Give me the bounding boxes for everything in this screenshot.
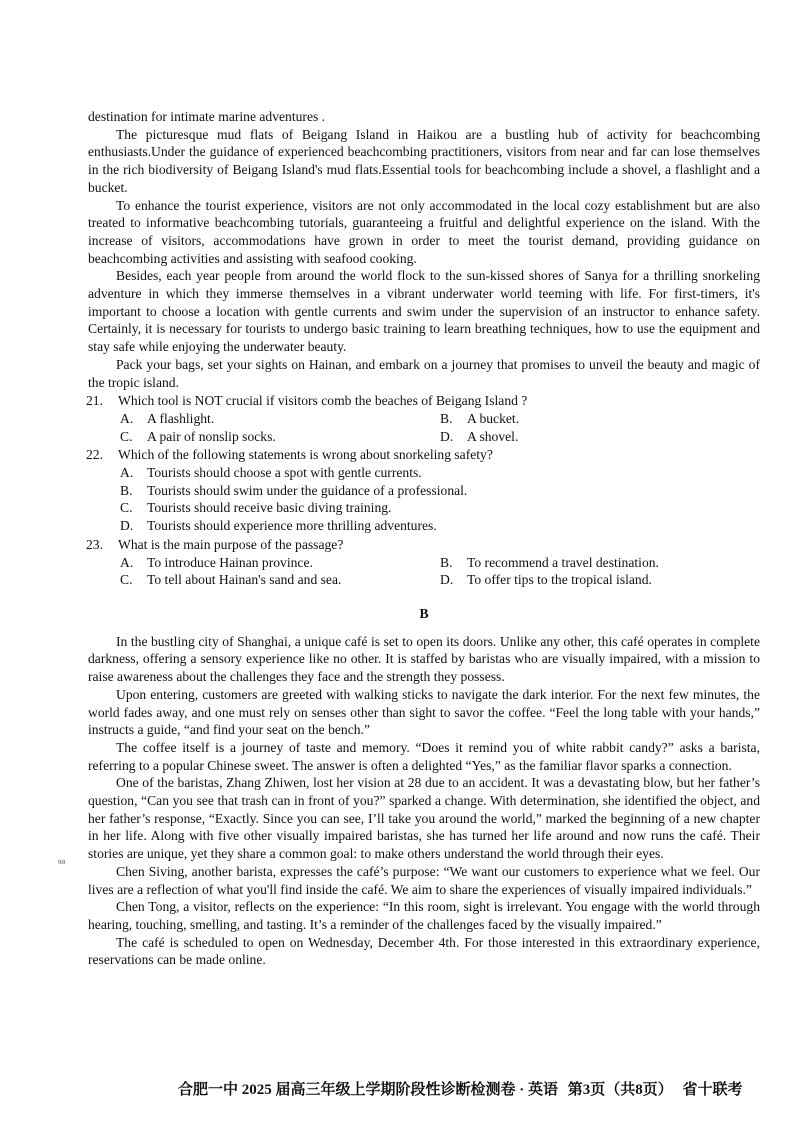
question-text: What is the main purpose of the passage? <box>118 536 344 552</box>
question-23 <box>88 536 760 589</box>
passage-b-paragraph-5: Chen Siving, another barista, expresses the café’s purpose: “We want our customers to experience what we feel. Our lives are a reflection of what you'll find inside the café. We aim to share the experiences of visually impaired individuals.” <box>88 863 760 897</box>
section-heading: B <box>419 605 429 621</box>
passage-a-paragraph-1: The picturesque mud flats of Beigang Island in Haikou are a bustling hub of activity for beachcombing enthusiasts.Under the guidance of experienced beachcombing practitioners, visitors from near and far can lose themselves in the rich biodiversity of Beigang Island's mud flats.Essential tools for beachcombing include a shovel, a flashlight and a bucket. <box>88 126 760 195</box>
passage-b-paragraph-4: One of the baristas, Zhang Zhiwen, lost her vision at 28 due to an accident. It was a devastating blow, but her father’s question, “Can you see that trash can in front of you?” sparked a change. With determination, she identified the object, and her father’s response, “Exactly. Since you can see, I’ll take you around the world,” marked the beginning of a new chapter in her life. Along with five other visually impaired baristas, she has turned her life around and now runs the café. Their stories are unique, yet they share a common goal: to make others understand the world through their eyes. <box>88 775 760 862</box>
option-b: B. A bucket. <box>440 410 520 426</box>
passage-b-paragraph-2: Upon entering, customers are greeted with walking sticks to navigate the dark interior. For the next few minutes, the world fades away, and one must rely on senses other than sight to savor the coffee. “Feel the long table with your hands,” instructs a guide, “and find your seat on the bench.” <box>88 686 760 738</box>
option-d: D. To offer tips to the tropical island. <box>440 572 652 588</box>
question-number: 23. <box>86 536 103 552</box>
exam-title: 合肥一中 2025 届高三年级上学期阶段性诊断检测卷 · 英语 <box>178 1082 559 1098</box>
passage-b-paragraph-1: In the bustling city of Shanghai, a unique café is set to open its doors. Unlike any other, this café operates in complete darkness, offering a sensory experience like no other. It is staffed by baristas who are visually impaired, with a mission to raise awareness about the challenges they face and the strength they possess. <box>88 633 760 685</box>
option-b: B. Tourists should swim under the guidance of a professional. <box>120 482 468 498</box>
passage-a-paragraph-4: Pack your bags, set your sights on Hainan, and embark on a journey that promises to unveil the beauty and magic of the tropic island. <box>88 356 760 390</box>
question-number: 22. <box>86 447 103 463</box>
passage-a-line: destination for intimate marine adventures . <box>88 109 326 124</box>
passage-a-paragraph-2: To enhance the tourist experience, visitors are not only accommodated in the local cozy establishment but are also treated to informative beachcombing tutorials, guaranteeing a fruitful and delightful experience on the island. With the increase of visitors, accommodations have grown in order to meet the tourist demand, providing guidance on beachcombing activities and assisting with seafood cooking. <box>88 197 760 266</box>
page-footer <box>178 1078 749 1099</box>
option-d: D. A shovel. <box>440 428 519 444</box>
margin-handwriting-mark: ᵘᵃ <box>58 856 66 870</box>
question-number: 21. <box>86 393 103 409</box>
question-text: Which tool is NOT crucial if visitors comb the beaches of Beigang Island ? <box>118 393 528 409</box>
option-a: A. Tourists should choose a spot with gentle currents. <box>120 465 422 481</box>
publisher-stamp: 省十联考 <box>682 1082 743 1098</box>
option-d: D. Tourists should experience more thrilling adventures. <box>120 518 437 534</box>
option-b: B. To recommend a travel destination. <box>440 554 659 570</box>
option-a: A. A flashlight. <box>120 410 215 426</box>
question-22 <box>88 446 760 535</box>
question-21 <box>88 392 760 445</box>
passage-b-paragraph-3: The coffee itself is a journey of taste and memory. “Does it remind you of white rabbit candy?” asks a barista, referring to a popular Chinese sweet. The answer is often a delighted “Yes,” as the familiar flavor sparks a connection. <box>88 739 760 773</box>
passage-b-paragraph-7: The café is scheduled to open on Wednesday, December 4th. For those interested in this extraordinary experience, reservations can be made online. <box>88 934 760 968</box>
option-c: C. To tell about Hainan's sand and sea. <box>120 572 342 588</box>
question-text: Which of the following statements is wrong about snorkeling safety? <box>118 447 493 463</box>
passage-a-paragraph-3: Besides, each year people from around the world flock to the sun-kissed shores of Sanya for a thrilling snorkeling adventure in which they immerse themselves in a vibrant underwater world teeming with life. For first-timers, it's important to choose a location with gentle currents and swim under the supervision of an instructor to enhance safety. Certainly, it is necessary for tourists to undergo basic training to learn breathing techniques, how to use the equipment and stay safe while enjoying the underwater beauty. <box>88 268 760 355</box>
exam-page <box>88 108 760 969</box>
page-number: 第3页（共8页） <box>567 1082 673 1098</box>
option-c: C. A pair of nonslip socks. <box>120 428 276 444</box>
option-a: A. To introduce Hainan province. <box>120 554 313 570</box>
option-c: C. Tourists should receive basic diving training. <box>120 500 392 516</box>
passage-b-paragraph-6: Chen Tong, a visitor, reflects on the experience: “In this room, sight is irrelevant. You engage with the world through hearing, touching, smelling, and tasting. It’s a reminder of the challenges faced by the visually impaired.” <box>88 899 760 932</box>
